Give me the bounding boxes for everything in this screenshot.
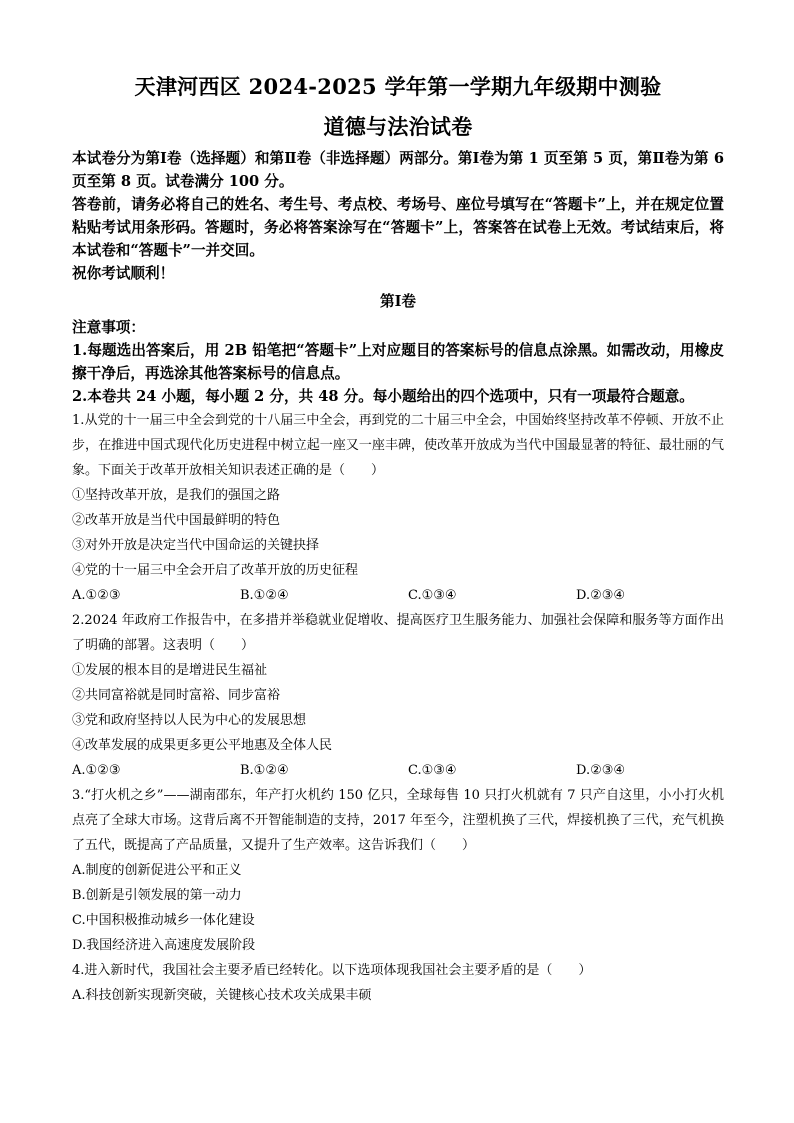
- choice-c: C.中国积极推动城乡一体化建设: [72, 913, 255, 928]
- choice-b: B.①②④: [240, 588, 289, 603]
- choice-d: D.②③④: [576, 588, 626, 603]
- answer-choices: [72, 583, 724, 608]
- choice-d: D.②③④: [576, 763, 626, 778]
- choice-b: B.创新是引领发展的第一动力: [72, 888, 242, 903]
- choice-d: D.我国经济进入高速度发展阶段: [72, 938, 256, 953]
- instructions-paragraph-2: 答卷前，请务必将自己的姓名、考生号、考点校、考场号、座位号填写在“答题卡”上，并在规定位置粘贴考试用条形码。答题时，务必将答案涂写在“答题卡”上，答案答在试卷上无效。考试结束后，将本试卷和“答题卡”一并交回。: [72, 196, 724, 259]
- statement-item: ①坚持改革开放，是我们的强国之路: [72, 488, 281, 503]
- choice-a: A.①②③: [72, 588, 121, 603]
- question-stem: 4.进入新时代，我国社会主要矛盾已经转化。以下选项体现我国社会主要矛盾的是（ ）: [72, 963, 592, 978]
- note-2: 2.本卷共 24 小题，每小题 2 分，共 48 分。每小题给出的四个选项中，只有一项最符合题意。: [72, 388, 694, 405]
- statement-item: ②共同富裕就是同时富裕、同步富裕: [72, 688, 281, 703]
- question-stem: 2.2024 年政府工作报告中，在多措并举稳就业促增收、提高医疗卫生服务能力、加强社会保障和服务等方面作出了明确的部署。这表明（ ）: [72, 613, 724, 653]
- note-1: 1.每题选出答案后，用 2B 铅笔把“答题卡”上对应题目的答案标号的信息点涂黑。如需改动，用橡皮擦干净后，再选涂其他答案标号的信息点。: [72, 342, 724, 382]
- choice-a: A.科技创新实现新突破，关键核心技术攻关成果丰硕: [72, 988, 372, 1003]
- statement-item: ④党的十一届三中全会开启了改革开放的历史征程: [72, 563, 359, 578]
- statement-item: ②改革开放是当代中国最鲜明的特色: [72, 513, 281, 528]
- answer-choices: [72, 758, 724, 783]
- question-stem: 3.“打火机之乡”——湖南邵东，年产打火机约 150 亿只，全球每售 10 只打火机就有 7 只产自这里，小小打火机点亮了全球大市场。这背后离不开智能制造的支持，2017 年至今，注塑机换了三代，焊接机换了三代，充气机换了五代，既提高了产品质量，又提升了生产效率。这告诉我们（ ）: [72, 788, 724, 853]
- exam-page: [72, 74, 724, 1008]
- choice-a: A.制度的创新促进公平和正义: [72, 863, 242, 878]
- statement-item: ①发展的根本目的是增进民生福祉: [72, 663, 268, 678]
- question-2: [72, 608, 724, 783]
- instructions-paragraph-1: 本试卷分为第Ⅰ卷（选择题）和第Ⅱ卷（非选择题）两部分。第Ⅰ卷为第 1 页至第 5 页，第Ⅱ卷为第 6 页至第 8 页。试卷满分 100 分。: [72, 150, 724, 190]
- question-3: [72, 783, 724, 958]
- choice-b: B.①②④: [240, 763, 289, 778]
- exam-title: 天津河西区 2024-2025 学年第一学期九年级期中测验: [134, 74, 662, 99]
- question-4: [72, 958, 724, 1008]
- section-heading: 第Ⅰ卷: [379, 293, 416, 310]
- choice-c: C.①③④: [408, 763, 457, 778]
- statement-item: ③对外开放是决定当代中国命运的关键抉择: [72, 538, 320, 553]
- exam-subtitle: 道德与法治试卷: [323, 114, 473, 139]
- question-stem: 1.从党的十一届三中全会到党的十八届三中全会，再到党的二十届三中全会，中国始终坚持改革不停顿、开放不止步，在推进中国式现代化历史进程中树立起一座又一座丰碑，使改革开放成为当代中国最显著的特征、最壮丽的气象。下面关于改革开放相关知识表述正确的是（ ）: [72, 413, 724, 478]
- statement-item: ④改革发展的成果更多更公平地惠及全体人民: [72, 738, 333, 753]
- question-1: [72, 408, 724, 608]
- choice-c: C.①③④: [408, 588, 457, 603]
- good-luck-text: 祝你考试顺利！: [72, 265, 175, 282]
- choice-a: A.①②③: [72, 763, 121, 778]
- statement-item: ③党和政府坚持以人民为中心的发展思想: [72, 713, 307, 728]
- notes-title: 注意事项：: [72, 319, 145, 336]
